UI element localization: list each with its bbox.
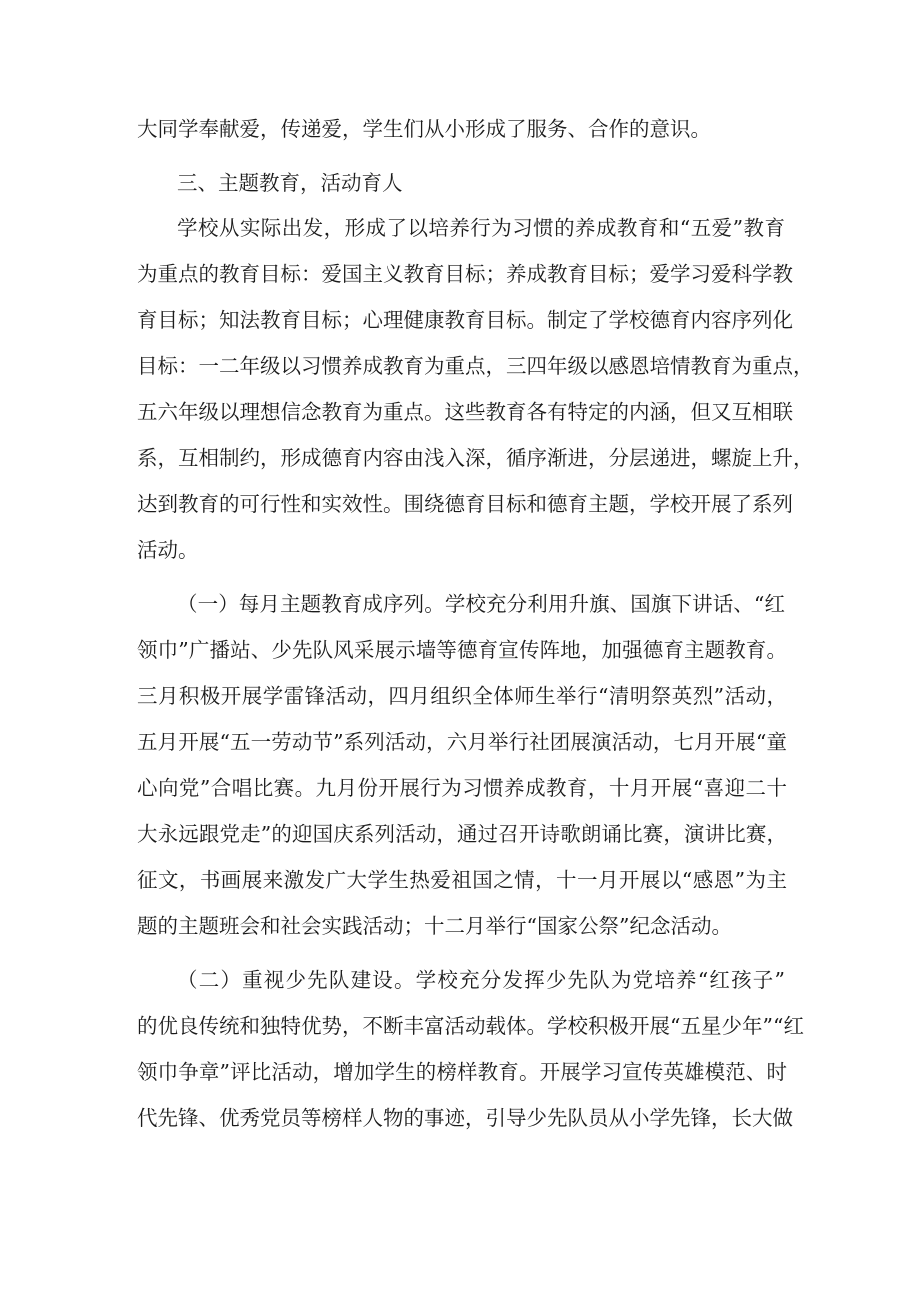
text-line: 代先锋、优秀党员等榜样人物的事迹，引导少先队员从小学先锋，长大做 (137, 1106, 793, 1130)
text-line: 为重点的教育目标：爱国主义教育目标；养成教育目标；爱学习爱科学教 (137, 262, 793, 286)
text-line: 系，互相制约，形成德育内容由浅入深，循序渐进，分层递进，螺旋上升， (137, 446, 814, 470)
text-line: 心向党”合唱比赛。九月份开展行为习惯养成教育，十月开展“喜迎二十 (137, 776, 787, 800)
text-line: 三月积极开展学雷锋活动，四月组织全体师生举行“清明祭英烈”活动， (137, 684, 787, 708)
text-line: 育目标；知法教育目标；心理健康教育目标。制定了学校德育内容序列化 (137, 308, 793, 332)
text-line: 达到教育的可行性和实效性。围绕德育目标和德育主题，学校开展了系列 (137, 492, 793, 516)
text-line: 五六年级以理想信念教育为重点。这些教育各有特定的内涵，但又互相联 (137, 400, 793, 424)
text-line: 大永远跟党走”的迎国庆系列活动，通过召开诗歌朗诵比赛，演讲比赛， (137, 822, 787, 846)
text-line: 征文，书画展来激发广大学生热爱祖国之情，十一月开展以“感恩”为主 (137, 868, 787, 892)
text-line: 大同学奉献爱，传递爱，学生们从小形成了服务、合作的意识。 (137, 117, 711, 141)
text-line: 活动。 (137, 538, 199, 562)
text-line: 目标：一二年级以习惯养成教育为重点，三四年级以感恩培情教育为重点， (137, 354, 814, 378)
text-line: 学校从实际出发，形成了以培养行为习惯的养成教育和“五爱”教育 (177, 216, 785, 240)
text-line: （二）重视少先队建设。学校充分发挥少先队为党培养“红孩子” (177, 968, 785, 992)
section-heading: 三、主题教育，活动育人 (177, 171, 403, 195)
text-line: （一）每月主题教育成序列。学校充分利用升旗、国旗下讲话、“红 (177, 592, 785, 616)
text-line: 领巾”广播站、少先队风采展示墙等德育宣传阵地，加强德育主题教育。 (137, 638, 787, 662)
text-line: 的优良传统和独特优势，不断丰富活动载体。学校积极开展“五星少年”“红 (137, 1014, 804, 1038)
text-line: 五月开展“五一劳动节”系列活动，六月举行社团展演活动，七月开展“童 (137, 730, 787, 754)
text-line: 题的主题班会和社会实践活动；十二月举行“国家公祭”纪念活动。 (137, 914, 732, 938)
text-line: 领巾争章”评比活动，增加学生的榜样教育。开展学习宣传英雄模范、时 (137, 1060, 787, 1084)
